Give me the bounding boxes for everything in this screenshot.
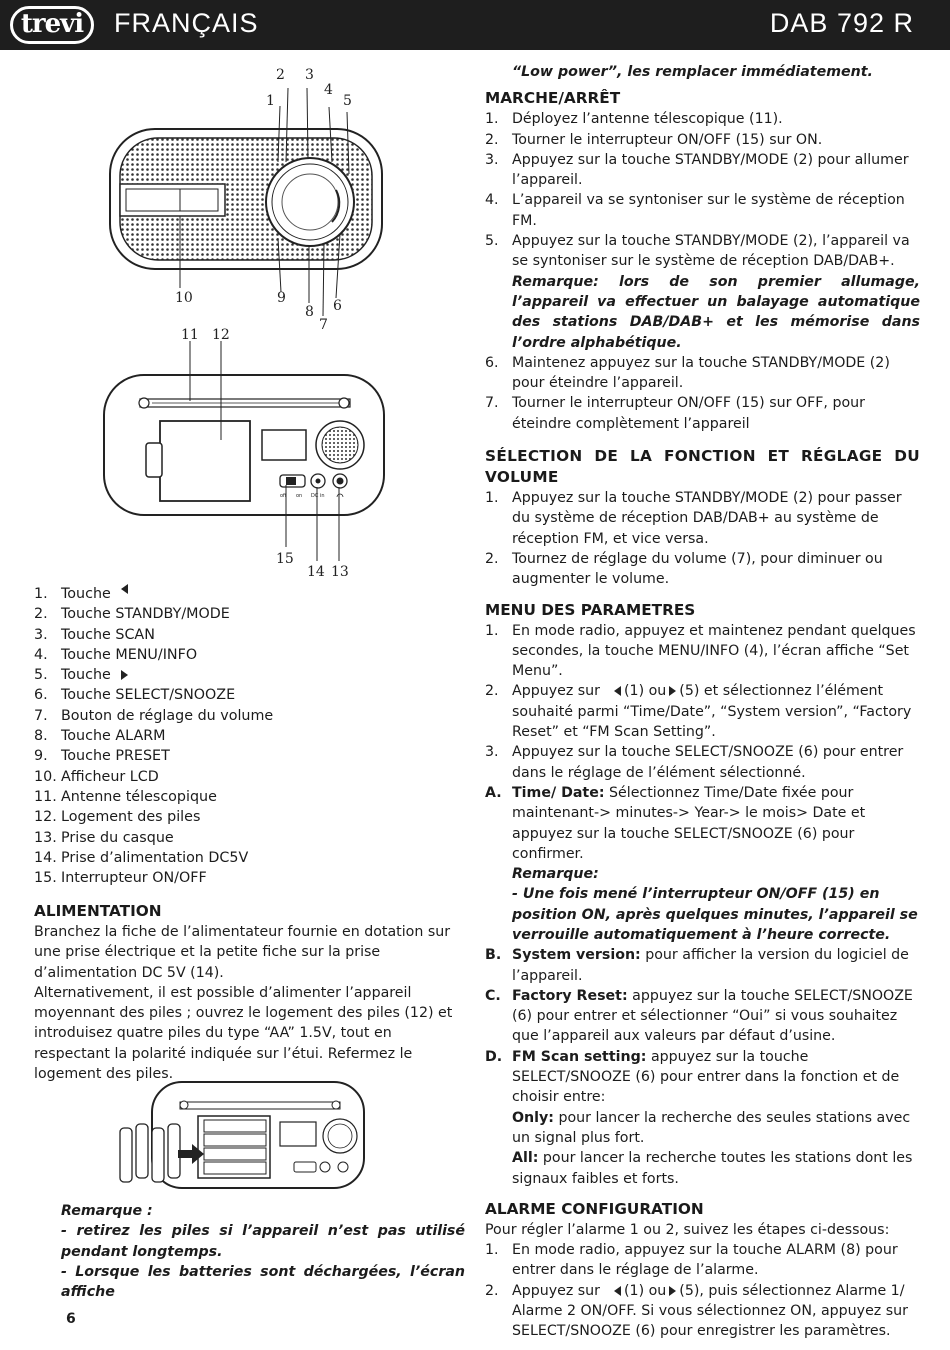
list-item: A. Time/ Date: Sélectionnez Time/Date fixée pour maintenant-> minutes-> Year-> le mois> Date et appuyez sur la touche SELECT/SNOOZE (6) pour confirmer. Remarque: - Une fois mené l’interrupteur ON/OFF (15) en position ON, après quelques minutes, l’appareil se verrouille automatiquement à l’heure correcte.: [485, 784, 918, 943]
language-title: FRANÇAIS: [114, 8, 259, 38]
list-item: 12. Logement des piles: [34, 809, 201, 826]
list-item: 2. Appuyez sur (1) ou (5), puis sélectionnez Alarme 1/ Alarme 2 ON/OFF. Si vous sélectionnez ON, appuyez sur SELECT/SNOOZE (6) pour enregistrer les paramètres.: [485, 1282, 908, 1340]
radio-front-figure: [100, 62, 390, 337]
list-item: 8. Touche ALARM: [34, 728, 166, 745]
section-title-alarme: ALARME CONFIGURATION: [485, 1199, 704, 1218]
callout-9: 9: [277, 290, 286, 306]
marche-remark: Remarque: lors de son premier allumage, l’appareil va effectuer un balayage automatique des stations DAB/DAB+ et les mémorise dans l’ordre alphabétique.: [512, 273, 920, 351]
list-item: 1. Déployez l’antenne télescopique (11).: [485, 111, 783, 128]
alarme-steps: [485, 1240, 920, 1341]
left-triangle-icon: [121, 584, 128, 594]
callout-10: 10: [175, 290, 193, 306]
callout-4: 4: [324, 82, 333, 98]
page-header: [0, 0, 950, 50]
list-item: 5. Touche: [34, 665, 454, 685]
list-item: 11. Antenne télescopique: [34, 788, 217, 805]
list-item: 4. Touche MENU/INFO: [34, 646, 198, 663]
paragraph: Pour régler l’alarme 1 ou 2, suivez les étapes ci-dessous:: [485, 1221, 890, 1238]
list-item: 2. Tournez de réglage du volume (7), pour diminuer ou augmenter le volume.: [485, 550, 883, 588]
list-item: 1. En mode radio, appuyez sur la touche ALARM (8) pour entrer dans le réglage de l’alarme.: [485, 1242, 898, 1279]
battery-install-figure: [110, 1078, 370, 1193]
list-item: 5. Appuyez sur la touche STANDBY/MODE (2), l’appareil va se syntoniser sur le système de réception DAB/DAB+. Remarque: lors de son premier allumage, l’appareil va effectuer un balayage automatique des stations DAB/DAB+ et les mémorise dans l’ordre alphabétique.: [485, 231, 920, 353]
left-triangle-icon: [614, 686, 621, 696]
section-title-selection: SÉLECTION DE LA FONCTION ET RÉGLAGE DU VOLUME: [485, 447, 920, 487]
marche-steps: [485, 109, 920, 434]
section-title: ALIMENTATION: [34, 902, 162, 920]
list-item: 6. Maintenez appuyez sur la touche STANDBY/MODE (2) pour éteindre l’appareil.: [485, 354, 890, 392]
list-item: 10. Afficheur LCD: [34, 768, 159, 785]
list-item: 7. Bouton de réglage du volume: [34, 707, 274, 724]
list-item: 1. Touche: [34, 584, 454, 604]
label-on: on: [296, 493, 303, 499]
right-triangle-icon: [669, 686, 676, 696]
list-item: 2. Appuyez sur (1) ou (5) et sélectionnez l’élément souhaité parmi “Time/Date”, “System version”, “Factory Reset” et “FM Scan Setting”.: [485, 683, 912, 741]
right-triangle-icon: [669, 1286, 676, 1296]
right-column: [485, 62, 920, 1342]
list-item: 13. Prise du casque: [34, 829, 174, 846]
right-triangle-icon: [121, 670, 128, 680]
paragraph: Alternativement, il est possible d’alimenter l’appareil moyennant des piles ; ouvrez le logement des piles (12) et introduisez quatre piles du type “AA” 1.5V, tout en respectant la polarité indiquée sur l’étui. Refermez le logement des piles.: [34, 984, 453, 1083]
radio-back-figure: [100, 325, 390, 580]
section-alimentation: [34, 901, 464, 1084]
list-item: 6. Touche SELECT/SNOOZE: [34, 687, 236, 704]
list-item: 15. Interrupteur ON/OFF: [34, 870, 207, 887]
trevi-logo: trevi: [10, 6, 94, 44]
list-item: 4. L’appareil va se syntoniser sur le système de réception FM.: [485, 192, 905, 229]
parts-list: [34, 584, 454, 888]
section-title-menu: MENU DES PARAMETRES: [485, 600, 696, 619]
list-item: 2. Touche STANDBY/MODE: [34, 606, 230, 623]
section-title-marche: MARCHE/ARRÊT: [485, 89, 621, 108]
paragraph: Branchez la fiche de l’alimentateur fournie en dotation sur une prise électrique et la petite fiche sur la prise d’alimentation DC 5V (14).: [34, 924, 451, 981]
callout-3: 3: [305, 67, 314, 83]
list-item: 1. Appuyez sur la touche STANDBY/MODE (2) pour passer du système de réception DAB/DAB+ au système de réception FM, et vice versa.: [485, 490, 902, 547]
alimentation-remark: Remarque : - retirez les piles si l’appareil n’est pas utilisé pendant longtemps. - Lorsque les batteries sont déchargées, l’écran affiche: [61, 1203, 465, 1301]
callout-6: 6: [333, 298, 342, 314]
list-item: C. Factory Reset: appuyez sur la touche SELECT/SNOOZE (6) pour entrer et sélectionner “Oui” si vous souhaitez que l’appareil aux valeurs par défaut d’usine.: [485, 987, 913, 1045]
callout-14: 14: [307, 564, 325, 580]
callout-7: 7: [319, 317, 328, 333]
callout-8: 8: [305, 304, 314, 320]
list-item: 3. Appuyez sur la touche SELECT/SNOOZE (6) pour entrer dans le réglage de l’élément sélectionné.: [485, 744, 904, 781]
callout-13: 13: [331, 564, 349, 580]
callout-1: 1: [266, 93, 275, 109]
callout-15: 15: [276, 551, 294, 567]
page-number: 6: [66, 1311, 76, 1327]
callout-5: 5: [343, 93, 352, 109]
menu-steps: [485, 621, 920, 1189]
label-dc-in: DC in: [311, 493, 325, 499]
list-item: 2. Tourner le interrupteur ON/OFF (15) sur ON.: [485, 131, 823, 148]
label-off: off: [280, 493, 287, 499]
list-item: 1. En mode radio, appuyez et maintenez pendant quelques secondes, la touche MENU/INFO (4), l’écran affiche “Set Menu”.: [485, 622, 916, 680]
callout-2: 2: [276, 67, 285, 83]
selection-steps: [485, 488, 920, 589]
list-item: 3. Appuyez sur la touche STANDBY/MODE (2) pour allumer l’appareil.: [485, 151, 909, 189]
remark-continued: “Low power”, les remplacer immédiatement.: [512, 64, 873, 80]
model-title: DAB 792 R: [769, 8, 914, 38]
list-item: 3. Touche SCAN: [34, 626, 155, 643]
left-triangle-icon: [614, 1286, 621, 1296]
list-item: 14. Prise d’alimentation DC5V: [34, 849, 249, 866]
list-item: 7. Tourner le interrupteur ON/OFF (15) sur OFF, pour éteindre complètement l’appareil: [485, 395, 865, 432]
callout-12: 12: [212, 327, 230, 343]
list-item: 9. Touche PRESET: [34, 748, 170, 765]
callout-11: 11: [181, 327, 199, 343]
list-item: B. System version: pour afficher la version du logiciel de l’appareil.: [485, 947, 909, 984]
list-item: D. FM Scan setting: appuyez sur la touche SELECT/SNOOZE (6) pour entrer dans la fonction et de choisir entre: Only: pour lancer la recherche des seules stations avec un signal plus fort. All: pour lancer la recherche toutes les stations dont les signaux faibles et forts.: [485, 1048, 913, 1187]
